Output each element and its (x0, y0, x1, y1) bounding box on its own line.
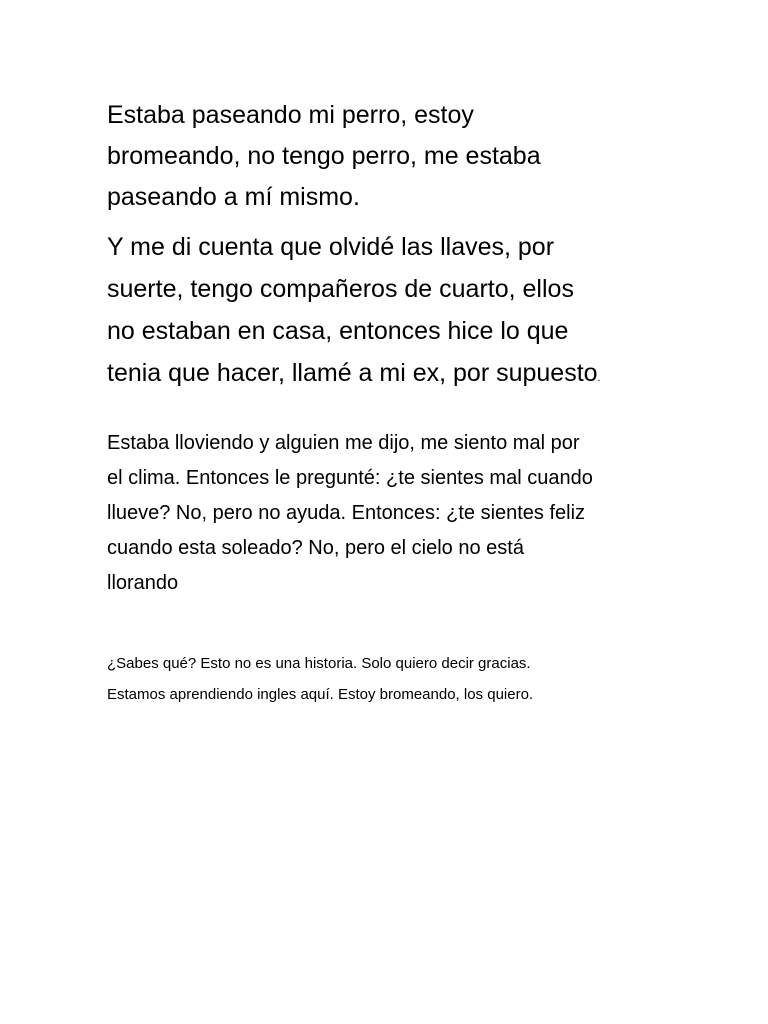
paragraph-raining: Estaba lloviendo y alguien me dijo, me siento mal por el clima. Entonces le pregunté: ¿te sientes mal cuando llueve? No, pero no ayuda. Entonces: ¿te sientes feliz cuando esta soleado? No, pero el cielo no está llorando (107, 432, 593, 594)
paragraph-dog-walk: Estaba paseando mi perro, estoy bromeando, no tengo perro, me estaba paseando a mí mismo. (107, 101, 541, 211)
paragraph-thanks: ¿Sabes qué? Esto no es una historia. Solo quiero decir gracias. Estamos aprendiendo ingles aquí. Estoy bromeando, los quiero. (107, 655, 534, 703)
paragraph-forgot-keys (107, 226, 667, 400)
paragraph-forgot-keys-period: . (597, 373, 601, 384)
paragraph-forgot-keys-text: Y me di cuenta que olvidé las llaves, por suerte, tengo compañeros de cuarto, ellos no estaban en casa, entonces hice lo que tenia que hacer, llamé a mi ex, por supuesto (107, 233, 598, 387)
